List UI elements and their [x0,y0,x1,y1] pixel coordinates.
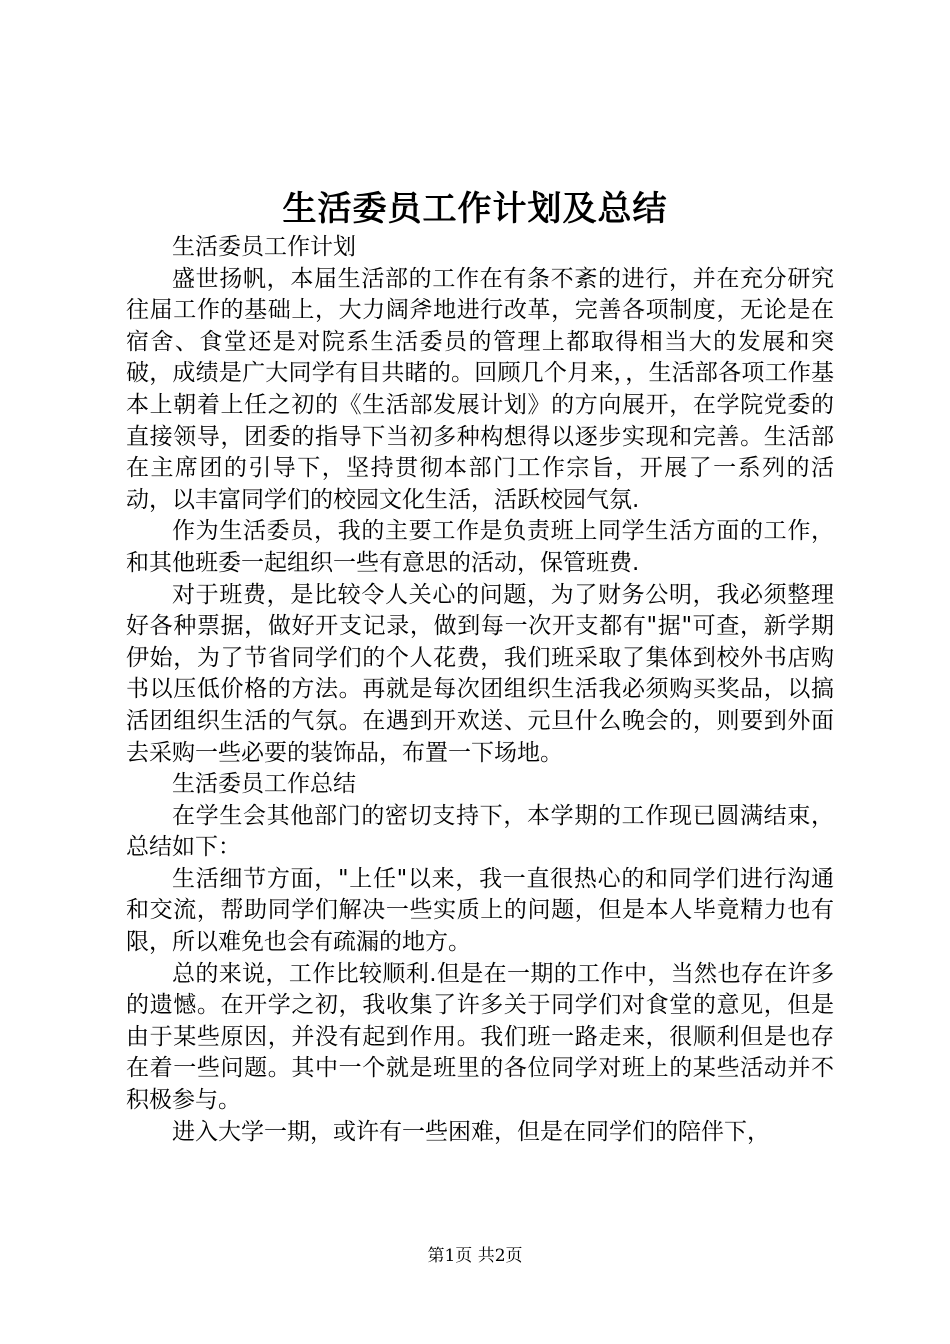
paragraph: 作为生活委员，我的主要工作是负责班上同学生活方面的工作，和其他班委一起组织一些有意思的活动，保管班费. [126,518,834,576]
paragraph: 进入大学一期，或许有一些困难，但是在同学们的陪伴下， [172,1118,770,1145]
paragraph: 对于班费，是比较令人关心的问题，为了财务公明，我必须整理好各种票据，做好开支记录，做到每一次开支都有"据"可查，新学期伊始，为了节省同学们的个人花费，我们班采取了集体到校外书店购书以压低价格的方法。再就是每次团组织生活我必须购买奖品，以搞活团组织生活的气氛。在遇到开欢送、元旦什么晚会的，则要到外面去采购一些必要的装饰品，布置一下场地。 [126,581,834,766]
paragraph: 总的来说，工作比较顺利.但是在一期的工作中，当然也存在许多的遗憾。在开学之初，我收集了许多关于同学们对食堂的意见，但是由于某些原因，并没有起到作用。我们班一路走来，很顺利但是也存在着一些问题。其中一个就是班里的各位同学对班上的某些活动并不积极参与。 [126,960,834,1114]
paragraph: 在学生会其他部门的密切支持下，本学期的工作现已圆满结束，总结如下： [126,802,834,861]
section-heading-summary: 生活委员工作总结 [172,771,356,798]
page-number-footer: 第1页 共2页 [427,1246,523,1266]
document-body [126,232,834,1148]
paragraph: 盛世扬帆，本届生活部的工作在有条不紊的进行，并在充分研究往届工作的基础上，大力阔斧地进行改革，完善各项制度，无论是在宿舍、食堂还是对院系生活委员的管理上都取得相当大的发展和突破，成绩是广大同学有目共睹的。回顾几个月来，，生活部各项工作基本上朝着上任之初的《生活部发展计划》的方向展开，在学院党委的直接领导，团委的指导下当初多种构想得以逐步实现和完善。生活部在主席团的引导下，坚持贯彻本部门工作宗旨，开展了一系列的活动，以丰富同学们的校园文化生活，活跃校园气氛. [126,265,834,513]
section-heading-plan: 生活委员工作计划 [172,234,356,260]
document-title: 生活委员工作计划及总结 [282,189,668,229]
paragraph: 生活细节方面，"上任"以来，我一直很热心的和同学们进行沟通和交流，帮助同学们解决一些实质上的问题，但是本人毕竟精力也有限，所以难免也会有疏漏的地方。 [126,865,834,956]
